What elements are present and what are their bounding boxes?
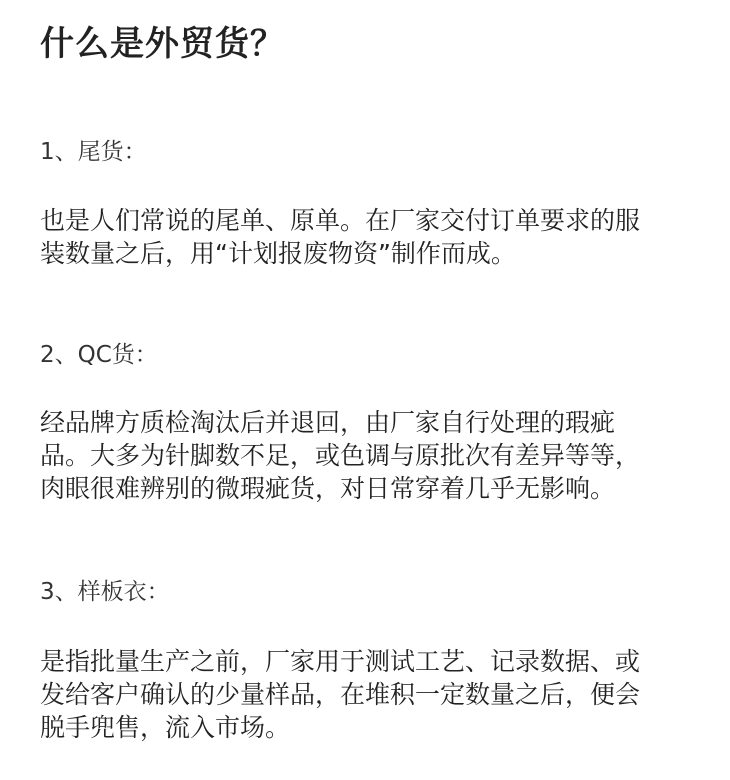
paragraph-line: 肉眼很难辨别的微瑕疵货，对日常穿着几乎无影响。 <box>40 474 616 503</box>
paragraph-line: 脱手兜售，流入市场。 <box>40 713 291 742</box>
section-body-tail-goods <box>40 204 690 270</box>
section-heading-qc-goods: 2、QC货： <box>40 342 158 368</box>
section-heading-tail-goods: 1、尾货： <box>40 139 147 165</box>
paragraph-line: 品。大多为针脚数不足，或色调与原批次有差异等等， <box>40 441 641 470</box>
paragraph-line: 发给客户确认的少量样品，在堆积一定数量之后，便会 <box>40 680 641 709</box>
paragraph-line: 经品牌方质检淘汰后并退回，由厂家自行处理的瑕疵 <box>40 408 616 437</box>
paragraph-line: 也是人们常说的尾单、原单。在厂家交付订单要求的服 <box>40 206 641 235</box>
paragraph-line: 装数量之后，用“计划报废物资”制作而成。 <box>40 239 516 268</box>
section-body-sample-clothes <box>40 645 690 744</box>
paragraph-line: 是指批量生产之前，厂家用于测试工艺、记录数据、或 <box>40 647 641 676</box>
section-body-qc-goods <box>40 406 690 505</box>
section-heading-sample-clothes: 3、样板衣： <box>40 579 170 605</box>
page-title: 什么是外贸货？ <box>40 24 285 64</box>
